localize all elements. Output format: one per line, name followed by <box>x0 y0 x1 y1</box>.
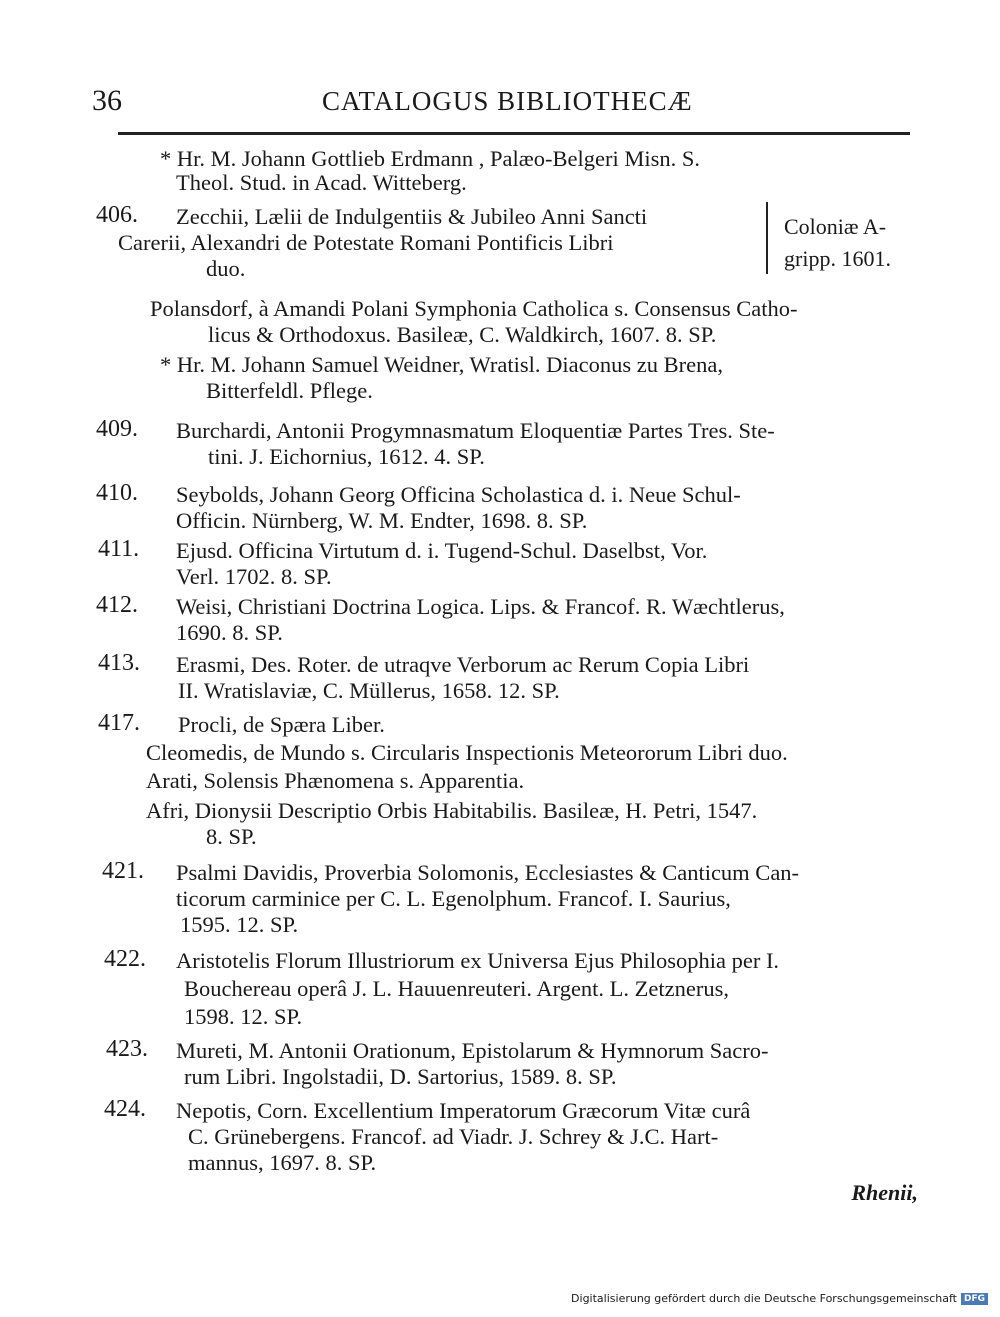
footer <box>571 1292 988 1305</box>
entry-text: Zecchii, Lælii de Indulgentiis & Jubileo Anni Sancti <box>176 204 648 229</box>
entry-text: Procli, de Spæra Liber. <box>178 712 385 737</box>
entry-number: 423. <box>106 1036 148 1062</box>
entry-text: rum Libri. Ingolstadii, D. Sartorius, 1589. 8. SP. <box>184 1064 617 1089</box>
entry-text: 1598. 12. SP. <box>184 1004 303 1029</box>
entry-text: licus & Orthodoxus. Basileæ, C. Waldkirch, 1607. 8. SP. <box>208 322 717 347</box>
catchword: Rhenii, <box>851 1180 918 1205</box>
entry-text: Cleomedis, de Mundo s. Circularis Inspectionis Meteororum Libri duo. <box>146 740 788 765</box>
entry-text: Arati, Solensis Phænomena s. Apparentia. <box>146 768 525 793</box>
side-note-line-2: gripp. 1601. <box>784 246 891 271</box>
entry-text: * Hr. M. Johann Gottlieb Erdmann , Palæo-Belgeri Misn. S. <box>160 146 700 171</box>
entry-text: * Hr. M. Johann Samuel Weidner, Wratisl. Diaconus zu Brena, <box>160 352 723 377</box>
entry-text: Erasmi, Des. Roter. de utraqve Verborum ac Rerum Copia Libri <box>176 652 750 677</box>
running-head: CATALOGUS BIBLIOTHECÆ <box>322 86 693 116</box>
entry-text: Aristotelis Florum Illustriorum ex Universa Ejus Philosophia per I. <box>176 948 780 973</box>
entry-number: 422. <box>104 946 146 972</box>
page-number: 36 <box>92 84 122 117</box>
entry-text: Verl. 1702. 8. SP. <box>176 564 332 589</box>
entry-text: Officin. Nürnberg, W. M. Endter, 1698. 8. SP. <box>176 508 588 533</box>
entry-number: 424. <box>104 1096 146 1122</box>
entry-number: 417. <box>98 710 140 736</box>
entry-text: Carerii, Alexandri de Potestate Romani Pontificis Libri <box>118 230 614 255</box>
entry-text: Bitterfeldl. Pflege. <box>206 378 373 403</box>
entry-text: Seybolds, Johann Georg Officina Scholastica d. i. Neue Schul- <box>176 482 741 507</box>
brace <box>752 202 768 274</box>
header-rule <box>118 132 910 135</box>
entry-text: duo. <box>206 256 246 281</box>
entry-text: mannus, 1697. 8. SP. <box>188 1150 377 1175</box>
entry-text: Burchardi, Antonii Progymnasmatum Eloquentiæ Partes Tres. Ste- <box>176 418 775 443</box>
entry-number: 410. <box>96 480 138 506</box>
entry-number: 412. <box>96 592 138 618</box>
entry-text: C. Grünebergens. Francof. ad Viadr. J. Schrey & J.C. Hart- <box>188 1124 719 1149</box>
entry-text: tini. J. Eichornius, 1612. 4. SP. <box>208 444 485 469</box>
entry-text: Nepotis, Corn. Excellentium Imperatorum Græcorum Vitæ curâ <box>176 1098 751 1123</box>
entry-number: 411. <box>98 536 140 562</box>
dfg-logo: DFG <box>961 1293 988 1305</box>
entry-text: Ejusd. Officina Virtutum d. i. Tugend-Schul. Daselbst, Vor. <box>176 538 708 563</box>
entry-text: 1690. 8. SP. <box>176 620 283 645</box>
entry-text: Afri, Dionysii Descriptio Orbis Habitabilis. Basileæ, H. Petri, 1547. <box>146 798 758 823</box>
entry-number: 413. <box>98 650 140 676</box>
entry-text: II. Wratislaviæ, C. Müllerus, 1658. 12. SP. <box>178 678 560 703</box>
entry-text: 1595. 12. SP. <box>180 912 299 937</box>
entry-text: Mureti, M. Antonii Orationum, Epistolarum & Hymnorum Sacro- <box>176 1038 769 1063</box>
entry-text: Bouchereau operâ J. L. Hauuenreuteri. Argent. L. Zetznerus, <box>184 976 729 1001</box>
entry-text: Polansdorf, à Amandi Polani Symphonia Catholica s. Consensus Catho- <box>150 296 798 321</box>
entry-number: 406. <box>96 202 138 228</box>
entry-text: Weisi, Christiani Doctrina Logica. Lips. & Francof. R. Wæchtlerus, <box>176 594 785 619</box>
entry-number: 409. <box>96 416 138 442</box>
entry-text: Psalmi Davidis, Proverbia Solomonis, Ecclesiastes & Canticum Can- <box>176 860 800 885</box>
entry-number: 421. <box>102 858 144 884</box>
page-header <box>92 84 922 124</box>
entry-text: Theol. Stud. in Acad. Witteberg. <box>176 170 467 195</box>
entry-text: ticorum carminice per C. L. Egenolphum. Francof. I. Saurius, <box>176 886 731 911</box>
entry-text: 8. SP. <box>206 824 257 849</box>
side-note-line-1: Coloniæ A- <box>784 214 887 239</box>
footer-text: Digitalisierung gefördert durch die Deutsche Forschungsgemeinschaft <box>571 1292 957 1305</box>
